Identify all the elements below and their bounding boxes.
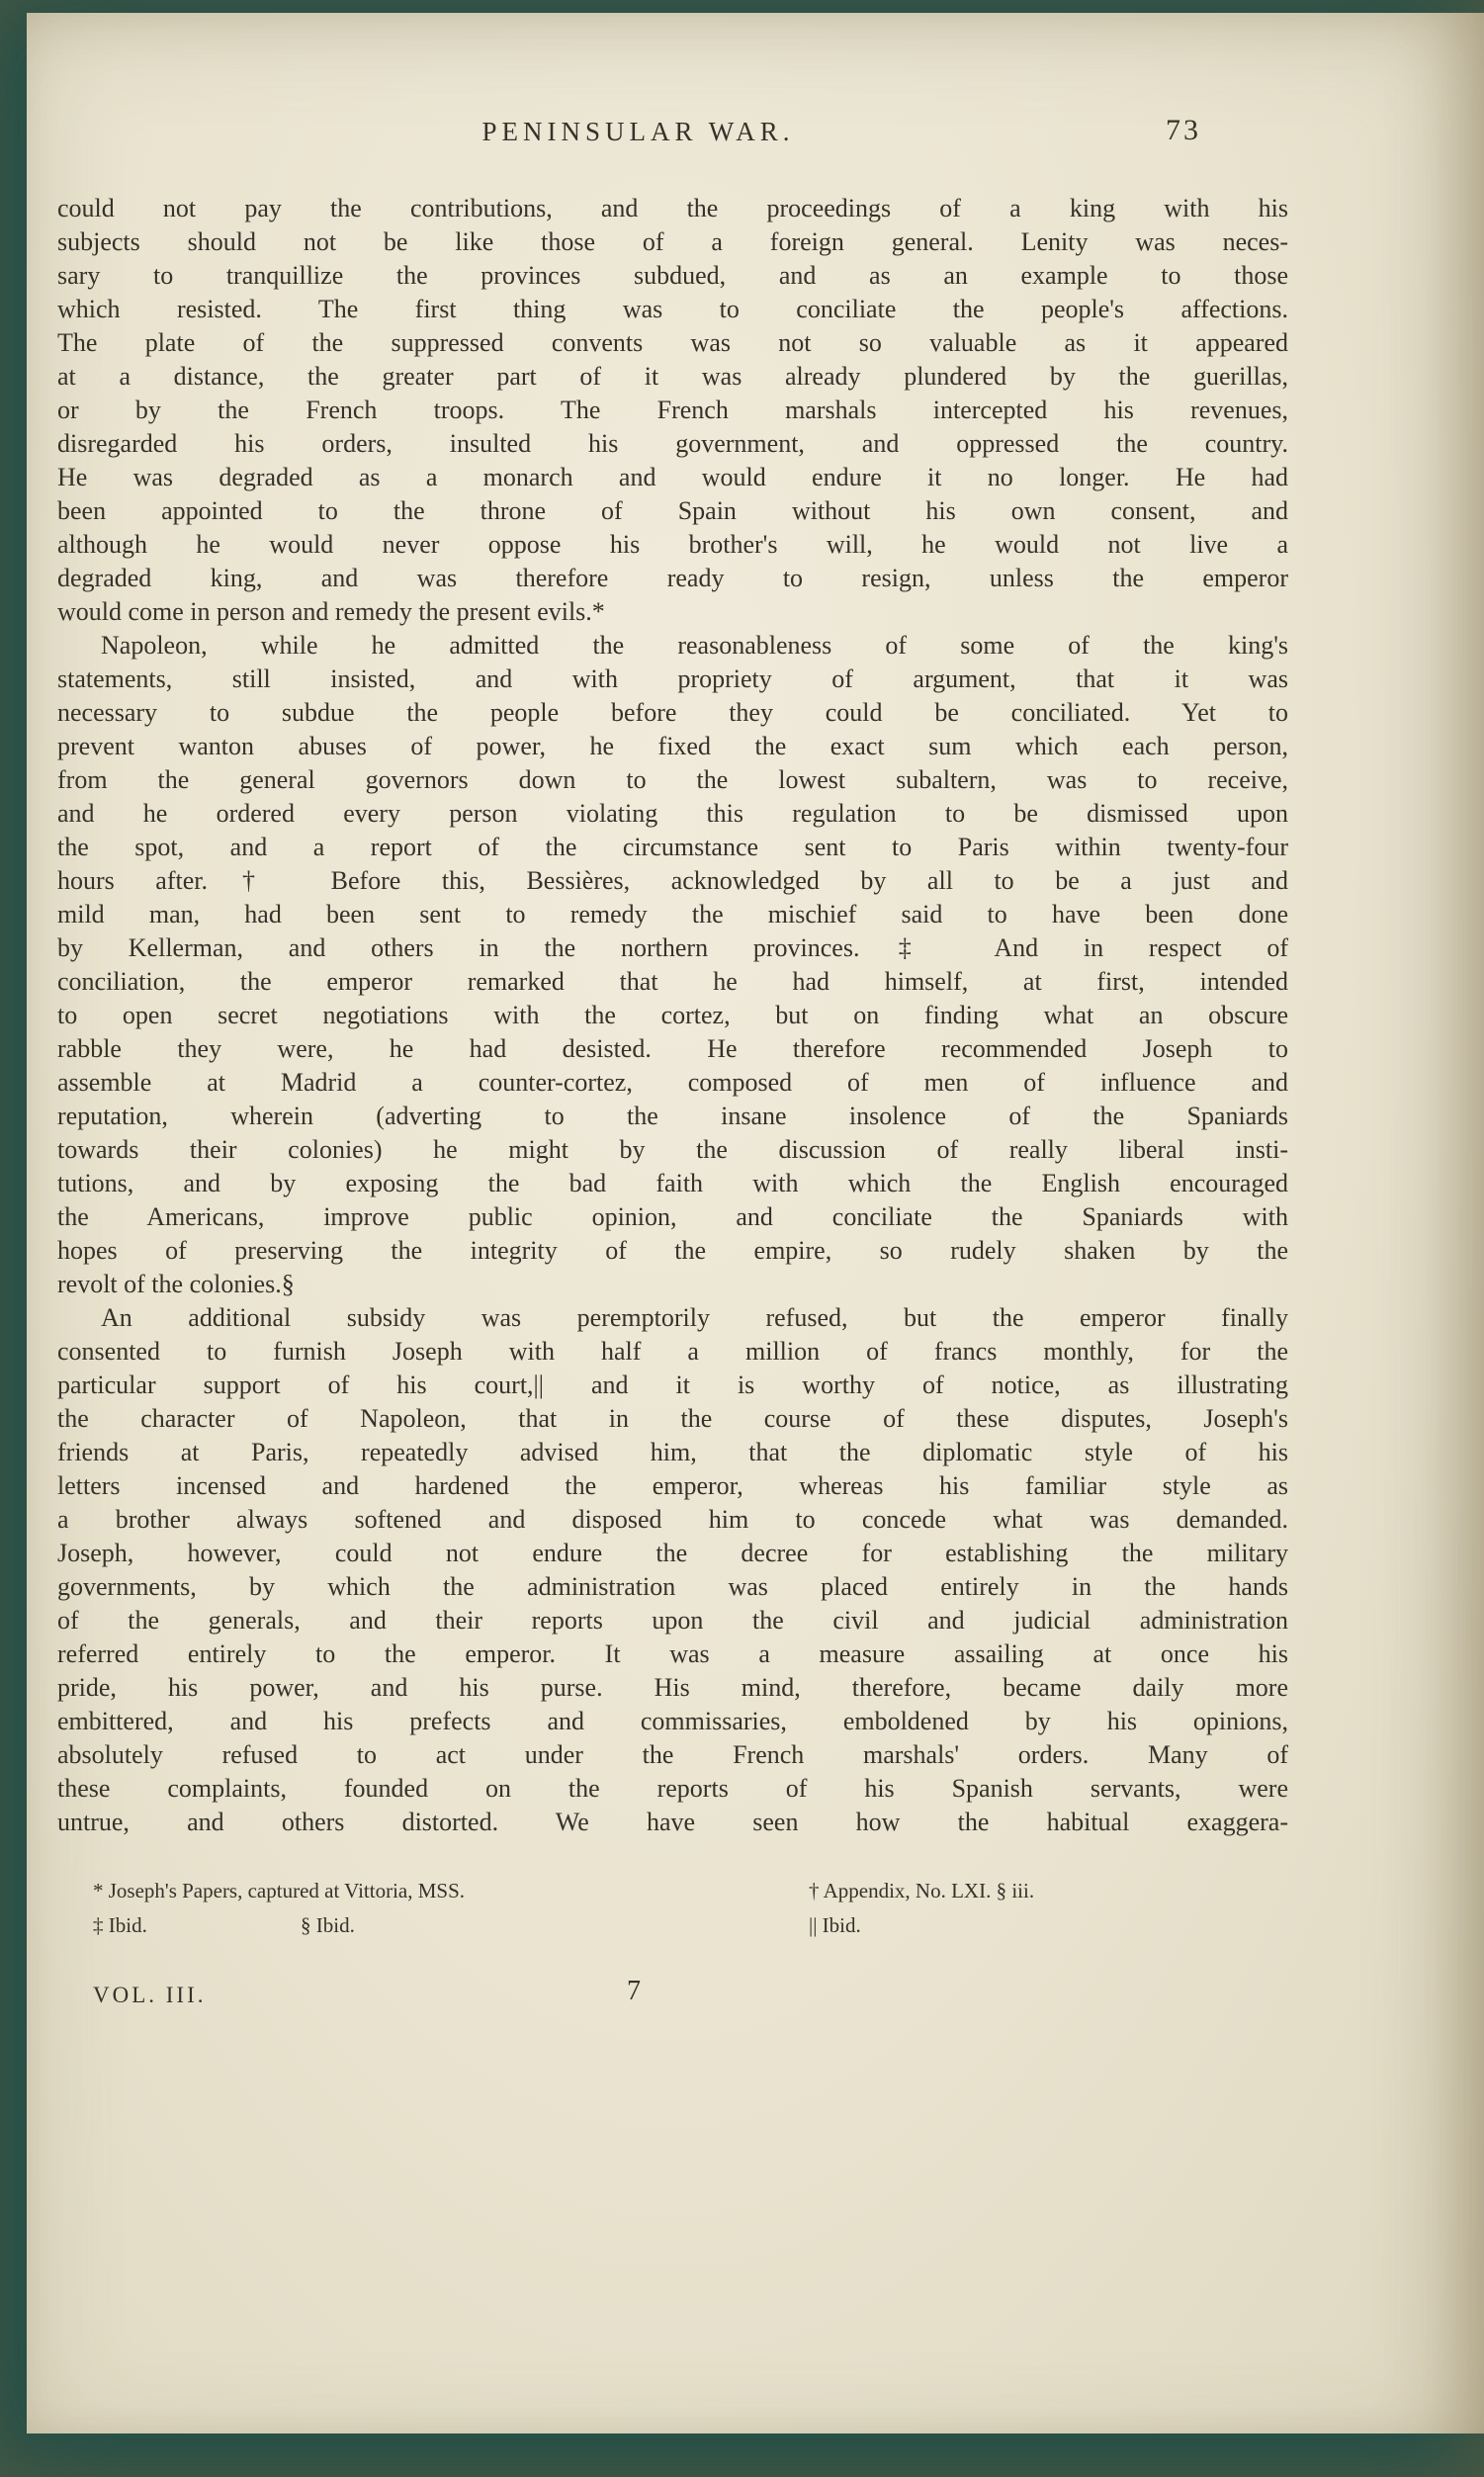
text-line: the Americans, improve public opinion, and conciliate the Spaniards with [57,1202,1288,1231]
text-line: which resisted. The first thing was to conciliate the people's affections. [57,295,1288,323]
text-line: The plate of the suppressed convents was not so valuable as it appeared [57,328,1288,357]
text-line: reputation, wherein (adverting to the insane insolence of the Spaniards [57,1102,1288,1130]
text-line: An additional subsidy was peremptorily refused, but the emperor finally [101,1303,1288,1332]
text-line: untrue, and others distorted. We have seen how the habitual exaggera- [57,1808,1288,1836]
text-line: revolt of the colonies.§ [57,1270,295,1298]
text-line: would come in person and remedy the present evils.* [57,597,605,626]
text-line: hopes of preserving the integrity of the empire, so rudely shaken by the [57,1236,1288,1265]
page-number: 73 [1166,114,1201,146]
footnote-ibid-parallel: || Ibid. [809,1913,861,1937]
text-line: Joseph, however, could not endure the decree for establishing the military [57,1539,1288,1567]
text-line: pride, his power, and his purse. His mind, therefore, became daily more [57,1673,1288,1702]
text-line: the spot, and a report of the circumstance sent to Paris within twenty-four [57,833,1288,861]
text-line: friends at Paris, repeatedly advised him, that the diplomatic style of his [57,1438,1288,1466]
text-line: consented to furnish Joseph with half a million of francs monthly, for the [57,1337,1288,1366]
running-title: PENINSULAR WAR. [481,117,795,146]
text-line: tutions, and by exposing the bad faith with which the English encouraged [57,1169,1288,1197]
text-line: particular support of his court,|| and it is worthy of notice, as illustrating [57,1371,1288,1399]
footnote-appendix: † Appendix, No. LXI. § iii. [809,1879,1035,1902]
text-line: degraded king, and was therefore ready to resign, unless the emperor [57,564,1288,592]
text-line: rabble they were, he had desisted. He therefore recommended Joseph to [57,1034,1288,1063]
text-line: been appointed to the throne of Spain without his own consent, and [57,496,1288,525]
text-line: absolutely refused to act under the French marshals' orders. Many of [57,1740,1288,1769]
paragraph [57,1301,1288,1839]
text-line: from the general governors down to the lowest subaltern, was to receive, [57,765,1288,794]
footnote-ibid-section: § Ibid. [301,1913,355,1937]
scan-edge-top [0,0,1484,13]
text-line: prevent wanton abuses of power, he fixed the exact sum which each person, [57,732,1288,760]
text-line: governments, by which the administration was placed entirely in the hands [57,1572,1288,1601]
text-line: conciliation, the emperor remarked that he had himself, at first, intended [57,967,1288,996]
signature-number: 7 [627,1976,641,2006]
running-header [57,114,1288,162]
text-line: to open secret negotiations with the cortez, but on finding what an obscure [57,1001,1288,1029]
footnote-joseph-papers: * Joseph's Papers, captured at Vittoria, MSS. [93,1879,466,1902]
text-line: the character of Napoleon, that in the course of these disputes, Joseph's [57,1404,1288,1433]
text-line: letters incensed and hardened the emperor, whereas his familiar style as [57,1471,1288,1500]
text-line: these complaints, founded on the reports of his Spanish servants, were [57,1774,1288,1803]
text-line: disregarded his orders, insulted his government, and oppressed the country. [57,429,1288,458]
text-line: towards their colonies) he might by the discussion of really liberal insti- [57,1135,1288,1164]
text-line: could not pay the contributions, and the proceedings of a king with his [57,194,1288,222]
text-line: assemble at Madrid a counter-cortez, composed of men of influence and [57,1068,1288,1097]
volume-label: VOL. III. [93,1983,207,2007]
page-content [57,114,1288,2019]
text-line: mild man, had been sent to remedy the mischief said to have been done [57,900,1288,929]
scan-edge-left [0,0,27,2477]
scan-edge-bottom [0,2433,1484,2477]
footnotes [57,1879,1288,1950]
page-footer [57,1976,1288,2019]
text-line: sary to tranquillize the provinces subdued, and as an example to those [57,261,1288,290]
footnote-ibid-double-dagger: ‡ Ibid. [93,1913,147,1937]
text-line: necessary to subdue the people before they could be conciliated. Yet to [57,698,1288,727]
text-line: a brother always softened and disposed him to concede what was demanded. [57,1505,1288,1534]
paragraph [57,192,1288,629]
text-line: at a distance, the greater part of it was already plundered by the guerillas, [57,362,1288,391]
text-line: embittered, and his prefects and commissaries, emboldened by his opinions, [57,1707,1288,1735]
text-line: statements, still insisted, and with propriety of argument, that it was [57,664,1288,693]
body-text [57,192,1288,1839]
text-line: of the generals, and their reports upon the civil and judicial administration [57,1606,1288,1635]
text-line: Napoleon, while he admitted the reasonableness of some of the king's [101,631,1288,660]
text-line: subjects should not be like those of a foreign general. Lenity was neces- [57,227,1288,256]
text-line: although he would never oppose his brother's will, he would not live a [57,530,1288,559]
text-line: by Kellerman, and others in the northern provinces.‡ And in respect of [57,933,1288,962]
text-line: referred entirely to the emperor. It was a measure assailing at once his [57,1639,1288,1668]
paragraph [57,629,1288,1301]
text-line: hours after.† Before this, Bessières, acknowledged by all to be a just and [57,866,1288,895]
text-line: or by the French troops. The French marshals intercepted his revenues, [57,396,1288,424]
text-line: He was degraded as a monarch and would endure it no longer. He had [57,463,1288,491]
text-line: and he ordered every person violating this regulation to be dismissed upon [57,799,1288,828]
